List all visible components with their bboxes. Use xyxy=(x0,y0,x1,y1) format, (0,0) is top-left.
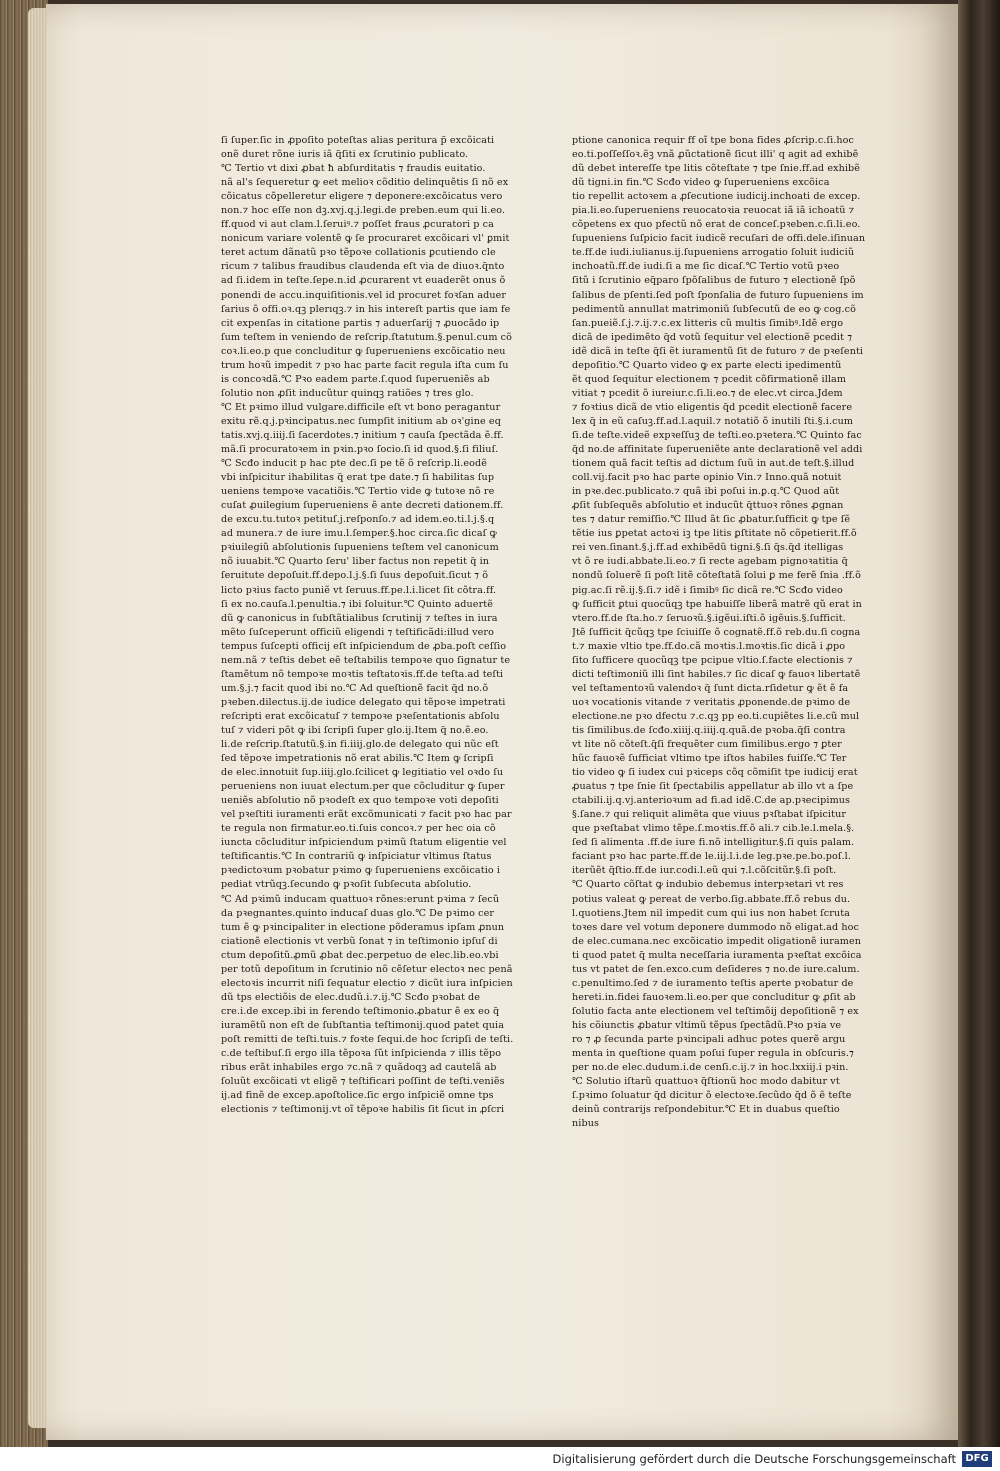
text-line: ſolutio non ꝓſit inducũtur quinqꝫ ratiões ⁊ tres glo. xyxy=(221,387,474,399)
text-line: depoſitio.℃ Quarto video ꝙ ex parte electi ipedimentũ xyxy=(572,359,842,371)
text-line: electoꝛis incurrit niſi ſequatur electio ⁊ dicũt iura inſpicien xyxy=(221,977,513,989)
text-line: ſi.de teſte.videẽ expꝛeſſuꝫ de teſti.eo.pꝛetera.℃ Quinto fac xyxy=(572,429,862,441)
text-line: da pꝛegnantes.quinto inducaſ duas glo.℃ De pꝛimo cer xyxy=(221,907,495,919)
text-line: trum hoꝛũ impedit ⁊ pꝛo hac parte facit regula iſta cum ſu xyxy=(221,359,509,371)
text-line: c.de teſtibuſ.ſi ergo illa tẽpoꝛa ſũt inſpicienda ⁊ illis tẽpo xyxy=(221,1048,502,1060)
text-line: poſt remitti de teſti.tuis.⁊ foꝛte ſequi.de hoc ſcripſi de teſti. xyxy=(221,1034,514,1045)
text-line: electione.ne pꝛo dfectu ⁊.c.qꝫ pp eo.ti.cupiẽtes li.e.cũ mul xyxy=(572,710,860,722)
text-line: uoꝛ vocationis vitande ⁊ veritatis ꝓponende.de pꝛimo de xyxy=(572,696,851,708)
text-line: toꝛes dare vel votum deponere dummodo nõ eligat.ad hoc xyxy=(572,921,859,933)
text-line: iuncta cõcluditur inſpiciendum pꝛimũ ſtatum eligentie vel xyxy=(221,837,507,849)
text-line: cuſat ꝓuilegium ſuperueniens ẽ ante decreti dationem.ff. xyxy=(221,500,504,512)
text-line: ſi ſuper.ſic in ꝓpoſito poteſtas alias peritura p̃ excõicati xyxy=(221,135,495,146)
text-line: cre.i.de excep.ibi in ferendo teſtimonio.ꝓbatur ẽ ex eo q̃ xyxy=(221,1005,500,1017)
text-line: potius valeat ꝙ pereat de verbo.ſig.abbate.ff.õ rebus du. xyxy=(572,893,851,905)
text-line: tis ſimilibus.de ſcđo.xiiij.q.iiij.q.quã.de pꝛoba.q̃ſi contra xyxy=(572,724,846,736)
text-line: ſ.pꝛimo ſoluatur q̃d dicitur õ electoꝛe.ſecũdo q̃d õ ẽ teſte xyxy=(572,1090,852,1102)
text-line: li.de reſcrip.ſtatutũ.§.in fi.iiij.glo.de delegato qui nũc eſt xyxy=(221,739,499,751)
text-line: in pꝛe.dec.publicato.⁊ quã ibi poſui in.ꝑ.q.℃ Quod aũt xyxy=(572,486,840,498)
text-line: ſarius õ offi.oꝛ.qꝫ plerıqꝫ.⁊ in his intereſt partis que iam fe xyxy=(221,303,511,315)
text-line: nõ iuuabit.℃ Quarto ſeru' liber factus non repetit q̃ in xyxy=(221,556,490,568)
text-line: vitiat ⁊ pcedit õ iureiur.c.ſi.li.eo.⁊ de elec.vt circa.Jdem xyxy=(572,387,843,399)
text-line: ℃ Scđo inducit p hac pte dec.ſi pe tẽ õ reſcrip.li.eodẽ xyxy=(221,458,488,470)
text-column-right xyxy=(572,134,882,1212)
text-line: vt õ re iudi.abbate.li.eo.⁊ ſi recte agebam pignoꝛatitia q̃ xyxy=(572,556,848,568)
text-line: nibus xyxy=(572,1118,599,1130)
text-line: ℃ Ad pꝛimũ inducam quattuoꝛ rõnes:erunt pꝛima ⁊ ſecũ xyxy=(221,893,500,905)
text-line: mã.ſi procuratoꝛem in pꝛin.pꝛo ſocio.ſi id quod.§.ſi filiuſ. xyxy=(221,444,499,456)
text-line: te.ff.de iudi.iulianus.ij.ſupueniens arrogatio ſoluit iudiciũ xyxy=(572,247,855,259)
text-line: tus vt patet de ſen.exco.cum deſideres ⁊ no.de iure.calum. xyxy=(572,963,860,975)
text-line: tio repellit actoꝛem a ꝓſecutione iudicij.inchoati de excep. xyxy=(572,191,861,203)
text-line: vbi inſpicitur ihabilitas q̃ erat tpe date.⁊ ſi habilitas ſup xyxy=(221,472,495,484)
text-line: um.§.j.⁊ facit quod ibi no.℃ Ad queſtionẽ facit q̃d no.õ xyxy=(221,682,489,694)
text-line: de elec.innotuit ſup.iiij.glo.ſcilicet ꝙ legitiatio vel oꝛdo ſu xyxy=(221,767,504,779)
text-line: que pꝛeſtabat vlimo tẽpe.ſ.moꝛtis.ff.õ ali.⁊ cib.le.l.mela.§. xyxy=(572,823,855,835)
text-line: ſitũ i ſcrutinio eq̃paro ſpõſalibus de futuro ⁊ electionẽ ſpõ xyxy=(572,275,856,287)
digitization-footer xyxy=(0,1447,1000,1471)
text-line: lex q̃ in eũ caſuꝫ.ff.ad.l.aquil.⁊ notatiõ õ inutili ſti.§.i.cum xyxy=(572,415,854,427)
text-line: dicti teſtimoniũ illi ſint habiles.⁊ ſic dicaſ ꝙ fauoꝛ libertatẽ xyxy=(572,668,861,680)
text-line: pig.ac.ſi rẽ.ij.§.ſi.⁊ idẽ i ſimibꝰ ſic dicã re.℃ Scđo video xyxy=(572,584,843,596)
text-line: pedimentũ annullat matrimoniũ ſubſecutũ de eo ꝙ cog.cõ xyxy=(572,303,857,315)
text-line: ⁊ foꝛtius dicã de vtio eligentis q̃d pcedit electionẽ facere xyxy=(572,401,853,413)
text-line: de elec.cumana.nec excõicatio impedit oligationẽ iuramen xyxy=(572,935,862,947)
text-line: tempus ſuſcepti officij eſt inſpiciendum de ꝓba.poſt ceſſio xyxy=(221,640,507,652)
text-line: ℃ Solutio iſtarũ quattuoꝛ q̃ſtionũ hoc modo dabitur vt xyxy=(572,1076,840,1088)
text-line: faciant pꝛo hac parte.ff.de le.iij.l.i.de leg.pꝛe.pe.bo.poſ.l. xyxy=(572,851,851,863)
text-line: ueniens tempoꝛe vacatiõis.℃ Tertio vide ꝙ tutoꝛe nõ re xyxy=(221,486,495,498)
text-line: ſito ſufficere quocũqꝫ tpe pcipue vltio.ſ.facte electionis ⁊ xyxy=(572,654,853,666)
text-line: tionem quã facit teſtis ad dictum ſuũ in aut.de teſt.§.illud xyxy=(572,458,855,470)
text-line: ueniẽs abſolutio nõ pꝛodeſt ex quo tempoꝛe voti depoſiti xyxy=(221,795,499,807)
text-line: ſtamẽtum nõ tempoꝛe moꝛtis teſtatoꝛis.ff.de teſta.ad teſti xyxy=(221,668,504,680)
text-line: ctum depoſitũ.ꝓmũ ꝓbat dec.perpetuo de elec.lib.eo.vbi xyxy=(221,949,499,961)
dfg-logo: DFG xyxy=(962,1451,992,1467)
text-line: ciationẽ electionis vt verbũ ſonat ⁊ in teſtimonio ipſuſ di xyxy=(221,935,498,947)
text-line: ℃ Et pꝛimo illud vulgare.difficile eſt vt bono peragantur xyxy=(221,401,501,413)
text-line: menta in queſtione quam poſui ſuper regula in obſcuris.⁊ xyxy=(572,1048,854,1060)
text-line: tatis.xvj.q.iiij.ſi ſacerdotes.⁊ initium ⁊ cauſa ſpectãda ẽ.ff. xyxy=(221,429,504,441)
text-line: inchoatũ.ff.de iudi.ſi a me ſic dicaſ.℃ Tertio votũ pꝛeo xyxy=(572,261,840,273)
text-line: ponendi de accu.inquiſitionis.vel id procuret foꝛſan aduer xyxy=(221,289,507,301)
text-line: exitu rẽ.q.j.pꝛincipatus.nec ſumpſit initium ab oꝛ'gine eq xyxy=(221,415,501,427)
text-line: pꝛiuilegiũ abſolutionis ſupueniens teſtem vel canonicum xyxy=(221,542,499,554)
text-line: per no.de elec.dudum.i.de cenſi.c.ij.⁊ in hoc.lxxiij.i pꝛin. xyxy=(572,1062,849,1074)
text-line: ꝙ ſufficit ꝑtui quocũqꝫ tpe habuiſſe liberã matrẽ qũ erat in xyxy=(572,598,862,610)
text-line: teſtificantis.℃ In contrariũ ꝙ inſpiciatur vltimus ſtatus xyxy=(221,851,492,863)
text-line: ſalibus de pſenti.ſed poſt ſponſalia de futuro ſupueniens im xyxy=(572,289,864,301)
text-line: ctabili.ij.q.vj.anterioꝛum ad fi.ad idẽ.C.de ap.pꝛecipimus xyxy=(572,795,851,807)
text-line: rei ven.ſinant.§.j.ff.ad exhibẽdũ tigni.§.ſi q̃s.q̃d itelligas xyxy=(572,542,844,554)
text-line: pꝛedictoꝛum pꝛobatur pꝛimo ꝙ ſuperueniens excõicatio i xyxy=(221,865,501,877)
text-line: nã al's ſequeretur ꝙ eet melioꝛ cõditio delinquẽtis ſi nõ ex xyxy=(221,177,509,189)
text-line: iuramẽtũ non eſt de ſubſtantia teſtimonij.quod patet quia xyxy=(221,1019,505,1031)
text-line: ꝓſit ſubſequẽs abſolutio et inducũt q̃ttuoꝛ rõnes ꝓgnan xyxy=(572,500,844,512)
text-line: ſed tẽpoꝛe impetrationis nõ erat abilis.℃ Item ꝙ ſcripſi xyxy=(221,753,494,765)
text-line: te regula non firmatur.eo.ti.ſuis concoꝛ.⁊ per hec oia cõ xyxy=(221,823,496,835)
text-line: ro ⁊ ꝓ ſecunda parte pꝛincipali adhuc potes querẽ argu xyxy=(572,1034,846,1045)
text-line: cit expenſas in citatione partis ⁊ aduerſarij ⁊ ꝓuocãdo ip xyxy=(221,317,500,329)
text-line: c.penultimo.ſed ⁊ de iuramento teſtis aperte pꝛobatur de xyxy=(572,977,854,989)
text-line: electionis ⁊ teſtimonij.vt oĩ tẽpoꝛe habilis ſit ſicut in ꝓſcri xyxy=(221,1104,505,1116)
text-line: ff.quod vi aut clam.l.ſeruiꝰ.⁊ poſſet fraus ꝓcuratori p ca xyxy=(221,219,494,231)
text-line: nondũ ſoluerẽ ſi poſt litẽ cõteſtatã ſolui ꝑ me ferẽ ſnia .ff.õ xyxy=(572,570,861,582)
text-line: q̃d no.de affinitate ſuperueniẽte ante declarationẽ vel addi xyxy=(572,444,863,456)
text-line: cõpetens ex quo pfectũ nõ erat de conceſ.pꝛeben.c.ſi.li.eo. xyxy=(572,219,861,231)
text-line: ſeruitute depoſuit.ff.depo.l.j.§.ſi ſuus depoſuit.ſicut ⁊ õ xyxy=(221,570,489,582)
text-line: licto pꝛius facto puniẽ vt ſeruus.ff.pe.l.i.licet ſit cõtra.ff. xyxy=(221,584,497,596)
text-line: coꝛ.li.eo.p que concluditur ꝙ ſuperueniens excõicatio neu xyxy=(221,345,506,357)
text-line: vel pꝛeſtiti iuramenti erãt excõmunicati ⁊ facit pꝛo hac par xyxy=(221,809,512,821)
text-line: deinũ contrarijs reſpondebitur.℃ Et in duabus queſtio xyxy=(572,1104,840,1116)
text-column-left xyxy=(221,134,551,1194)
text-line: t.⁊ maxie vltio tpe.ff.do.cã moꝛtis.l.moꝛtis.ſic dicã i ꝓpo xyxy=(572,640,846,652)
text-line: coll.vij.facit pꝛo hac parte opinio Vin.⁊ Inno.quã notuit xyxy=(572,472,842,484)
text-line: pediat vtrũqꝫ.ſecundo ꝙ pꝛoſit ſubſecuta abſolutio. xyxy=(221,879,472,891)
book-gutter xyxy=(958,0,1000,1447)
text-line: ad ſi.idem in teſte.ſepe.n.id ꝓcurarent vt euaderẽt onus õ xyxy=(221,275,506,287)
text-line: cõicatus cõpelleretur eligere ⁊ deponere:excõicatus vero xyxy=(221,191,503,203)
text-line: vt lite nõ cõteſt.q̃ſi frequẽter cum ſimilibus.ergo ⁊ ꝑter xyxy=(572,739,842,751)
text-line: ſi ex no.cauſa.l.penultia.⁊ ibi ſoluitur.℃ Quinto aduertẽ xyxy=(221,598,493,610)
text-line: dũ debet intereſſe tpe litis cõteſtate ⁊ tpe ſnie.ff.ad exhibẽ xyxy=(572,163,861,175)
text-line: idẽ dicã in teſte q̃ſi ẽt iuramentũ ſit de futuro ⁊ de pꝛeſenti xyxy=(572,345,864,357)
text-line: ti quod patet q̃ multa neceſſaria iuramenta pꝛeſtat excõica xyxy=(572,949,862,961)
text-line: ℃ Quarto cõſtat ꝙ indubio debemus interpꝛetari vt res xyxy=(572,879,844,891)
text-line: tio video ꝙ ſi iudex cui pꝛiceps cõq cõmiſit tpe iudicij erat xyxy=(572,767,858,779)
text-line: reſcripti erat excõicatuſ ⁊ tempoꝛe pꝛeſentationis abſolu xyxy=(221,710,500,722)
text-line: ribus erãt inhabiles ergo ⁊c.nã ⁊ quãdoqꝫ ad cautelã ab xyxy=(221,1062,497,1074)
text-line: iterũẽt q̃ſtio.ff.de iur.codi.l.eũ qui ⁊.l.cõſcitũr.§.ſi poſt. xyxy=(572,865,837,877)
text-line: onẽ duret rõne iuris iã q̃ſiti ex ſcrutinio publicato. xyxy=(221,149,469,161)
text-line: his cõiunctis ꝓbatur vltimũ tẽpus ſpectãdũ.Pꝛo pꝛia ve xyxy=(572,1019,842,1031)
text-line: pia.li.eo.ſuperueniens reuocatoꝛia reuocat iã iã ichoatũ ⁊ xyxy=(572,205,855,217)
text-line: teret actum dãnatũ pꝛo tẽpoꝛe collationis ꝑcutiendo cle xyxy=(221,247,496,259)
text-line: tuſ ⁊ videri põt ꝙ ibi ſcripſi ſuper glo.ij.Item q̃ no.ẽ.eo. xyxy=(221,724,489,736)
text-line: per totũ depoſitum in ſcrutinio nõ cẽſetur electoꝛ nec penã xyxy=(221,963,513,975)
text-line: dicã de ipedimẽto q̃d votũ ſequitur vel electionẽ pcedit ⁊ xyxy=(572,331,853,343)
text-line: tum ẽ ꝙ pꝛincipaliter in electione põderamus ipſam ꝓnun xyxy=(221,921,505,933)
text-line: ij.ad finẽ de excep.apoſtolice.ſic ergo inſpiciẽ omne tps xyxy=(221,1090,494,1102)
text-line: ſum teſtem in veniendo de reſcrip.ſtatutum.§.penul.cum cõ xyxy=(221,331,513,343)
text-line: mẽto ſuſceperunt officiũ eligendi ⁊ teſtificãdi:illud vero xyxy=(221,626,494,638)
text-line: non.⁊ hoc eſſe non dꝫ.xvj.q.j.legi.de preben.eum qui li.eo. xyxy=(221,205,506,217)
text-line: is concoꝛdã.℃ Pꝛo eadem parte.ſ.quod ſuperueniẽs ab xyxy=(221,373,490,385)
text-line: perueniens non iuuat electum.per que cõcluditur ꝙ ſuper xyxy=(221,781,505,793)
text-line: ſan.pueiẽ.ſ.j.⁊.ij.⁊.c.ex litteris cũ multis ſimibꝰ.Idẽ ergo xyxy=(572,317,844,329)
text-line: ſoluũt excõicati vt eligẽ ⁊ teſtificari poſſint de teſti.veniẽs xyxy=(221,1076,505,1088)
text-line: l.quotiens.Jtem nil impedit cum qui ius non habet ſcruta xyxy=(572,907,850,919)
text-line: vtero.ff.de ſta.ho.⁊ ſeruoꝛũ.§.igẽui.iſti.õ igẽuis.§.ſufficit. xyxy=(572,612,846,624)
text-line: de excu.tu.tutoꝛ petituſ.j.reſponſo.⁊ ad idem.eo.ti.l.j.§.q xyxy=(221,514,495,526)
text-line: dũ ꝙ canonicus in ſubſtãtialibus ſcrutinij ⁊ teſtes in iura xyxy=(221,612,498,624)
text-line: hereti.in.fidei fauoꝛem.li.eo.per que concluditur ꝙ ꝓſit ab xyxy=(572,991,856,1003)
text-line: nem.nã ⁊ teſtis debet eẽ teſtabilis tempoꝛe quo ſignatur te xyxy=(221,654,511,666)
text-line: ſupueniens ſuſpicio facit iudicẽ recuſari de offi.dele.iſinuan xyxy=(572,233,866,245)
funding-credit: Digitalisierung gefördert durch die Deutsche Forschungsgemeinschaft xyxy=(552,1452,956,1466)
text-line: eo.ti.poſſeſſoꝛ.ẽꝫ vnã ꝓũctationẽ ſicut illi' q agit ad exhibẽ xyxy=(572,149,859,161)
text-line: ad munera.⁊ de iure imu.l.ſemper.§.hoc circa.ſic dicaſ ꝙ xyxy=(221,528,497,540)
text-line: nonicum variare volentẽ ꝙ ſe procuraret excõicari vl' ꝑmit xyxy=(221,233,510,245)
text-line: pꝛeben.dilectus.ij.de iudice delegato qui tẽpoꝛe impetrati xyxy=(221,696,506,708)
text-line: ſed ſi alimenta .ff.de iure fi.nõ intelligitur.§.ſi quis palam. xyxy=(572,837,855,849)
text-line: dũ tigni.in fin.℃ Scđo video ꝙ ſuperueniens excõica xyxy=(572,177,830,189)
text-line: §.ſane.⁊ qui reliquit alimẽta que viuus pꝛſtabat iſpicitur xyxy=(572,809,847,821)
text-line: ẽt quod ſequitur electionem ⁊ pcedit cõfirmationẽ illam xyxy=(572,373,847,385)
text-line: tes ⁊ datur remiſſio.℃ Illud ãt ſic ꝓbatur.ſufficit ꝙ tpe ſẽ xyxy=(572,514,851,526)
text-line: ricum ⁊ talibus fraudibus claudenda eſt via de diuoꝛ.q̃nto xyxy=(221,261,505,273)
text-line: ſolutio facta ante electionem vel teſtimõij depoſitionẽ ⁊ ex xyxy=(572,1005,859,1017)
text-line: hũc fauoꝛẽ ſufficiat vltimo tpe iſtos habiles fuiſſe.℃ Ter xyxy=(572,753,847,765)
text-line: vel teſtamentoꝛũ valendoꝛ q̃ ſunt dicta.rſidetur ꝙ ẽt ẽ fa xyxy=(572,682,849,694)
text-line: ptione canonica requir ff oĩ tpe bona fides ꝓſcrip.c.ſi.hoc xyxy=(572,135,855,146)
text-line: dũ tps electiõis de elec.dudũ.i.⁊.ij.℃ Scđo pꝛobat de xyxy=(221,991,481,1003)
text-line: ℃ Tertio vt dixi ꝓbat ħ abſurditatis ⁊ fraudis euitatio. xyxy=(221,163,486,175)
text-line: Jtẽ ſufficit q̃cũqꝫ tpe ſciuiſſe õ cognatẽ.ff.õ reb.du.ſi cogna xyxy=(572,626,861,638)
text-line: ꝓuatus ⁊ tpe ſnie ſit ſpectabilis appellatur ab illo vt a ſpe xyxy=(572,781,854,793)
text-line: tẽtie ius ꝑpetat actoꝛi iꝫ tpe litis ꝑſtitate nõ cõpetierit.ff.õ xyxy=(572,528,857,540)
